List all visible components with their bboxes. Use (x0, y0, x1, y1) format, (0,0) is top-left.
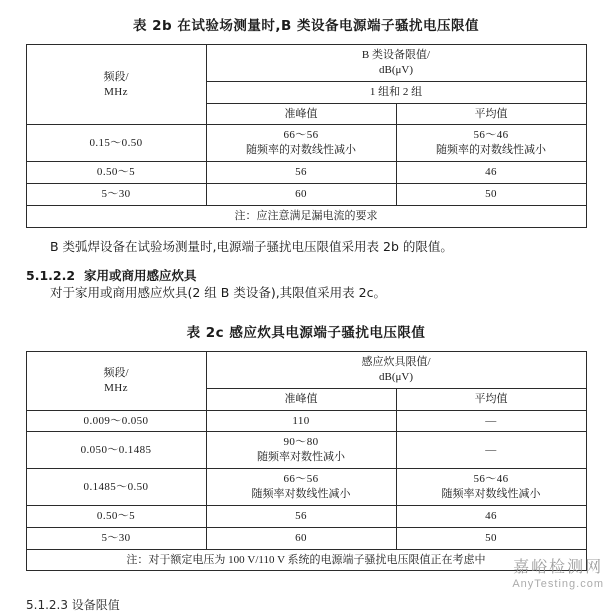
table-2b-group-header: 1 组和 2 组 (206, 81, 586, 103)
table-2b-row0-quasipeak (206, 125, 396, 162)
table-row (26, 352, 586, 389)
table-2b-row2-freq: 5～30 (26, 183, 206, 205)
table-2b-freq-header-line2: MHz (104, 85, 128, 98)
table-row (26, 125, 586, 162)
table-2c-freq-header (26, 352, 206, 411)
table-row (26, 410, 586, 432)
watermark-sub: AnyTesting.com (512, 578, 604, 590)
table-2c-row3-average: 46 (396, 505, 586, 527)
table-2b-row0-quasipeak-l1: 66～56 (283, 129, 319, 142)
table-2b-row1-average: 46 (396, 162, 586, 184)
table-2c-col-quasipeak: 准峰值 (206, 388, 396, 410)
table-row (26, 432, 586, 469)
table-2c-row4-freq: 5～30 (26, 527, 206, 549)
table-2c-row4-average: 50 (396, 527, 586, 549)
table-2c-row3-quasipeak: 56 (206, 505, 396, 527)
table-row (26, 183, 586, 205)
table-2c-row3-freq: 0.50～5 (26, 505, 206, 527)
spacer-after-2b (0, 228, 612, 238)
table-2c-row2-average (396, 469, 586, 506)
table-row (26, 527, 586, 549)
table-2b-limit-header-line2: dB(μV) (378, 63, 413, 76)
table-2b-row0-average-l1: 56～46 (473, 129, 509, 142)
table-2c-row1-freq: 0.050～0.1485 (26, 432, 206, 469)
table-2c-row2-freq: 0.1485～0.50 (26, 469, 206, 506)
table-row (26, 505, 586, 527)
table-2b-col-quasipeak: 准峰值 (206, 103, 396, 125)
table-2b-limit-header-line1: B 类设备限值/ (361, 49, 431, 61)
table-2c-row0-average: — (396, 410, 586, 432)
table-2c-limit-header-line2: dB(μV) (378, 370, 413, 383)
table-2c-row2-quasipeak-l1: 66～56 (283, 473, 319, 486)
table-2b-col-average: 平均值 (396, 103, 586, 125)
table-2c-freq-header-line1: 频段/ (103, 367, 129, 380)
spacer-before-section (0, 256, 612, 266)
table-2b-row1-freq: 0.50～5 (26, 162, 206, 184)
section-title: 家用或商用感应炊具 (84, 268, 197, 284)
table-2b-freq-header (26, 45, 206, 125)
table-2c-row0-quasipeak: 110 (206, 410, 396, 432)
table-2b-title: 表 2b 在试验场测量时,B 类设备电源端子骚扰电压限值 (132, 18, 480, 34)
spacer-after-2c-title (0, 341, 612, 351)
watermark-main: 嘉峪检测网 (513, 557, 604, 576)
table-2c-note: 注：对于额定电压为 100 V/110 V 系统的电源端子骚扰电压限值正在考虑中 (26, 549, 586, 571)
table-2b (26, 44, 587, 228)
table-2b-row0-quasipeak-l2: 随频率的对数线性减小 (246, 144, 356, 157)
table-2c-limit-header (206, 352, 586, 389)
table-2c-row1-average: — (396, 432, 586, 469)
table-2b-row1-quasipeak: 56 (206, 162, 396, 184)
table-2c (26, 351, 587, 571)
spacer-after-2b-title (0, 34, 612, 44)
table-2b-row2-quasipeak: 60 (206, 183, 396, 205)
spacer-top (0, 0, 612, 14)
section-heading (26, 266, 586, 284)
table-2c-row4-quasipeak: 60 (206, 527, 396, 549)
table-2c-row1-quasipeak-l2: 随频率对数性减小 (257, 451, 345, 464)
table-2b-note: 注：应注意满足漏电流的要求 (26, 205, 586, 227)
section-body: 对于家用或商用感应炊具(2 组 B 类设备),其限值采用表 2c。 (50, 285, 386, 301)
spacer-before-2c (0, 303, 612, 321)
footer-cut-text: 5.1.2.3 设备限值 (26, 598, 120, 612)
table-2c-row2-quasipeak (206, 469, 396, 506)
table-row (26, 549, 586, 571)
table-2c-row2-average-l1: 56～46 (473, 473, 509, 486)
table-row (26, 45, 586, 82)
table-2c-freq-header-line2: MHz (104, 381, 128, 394)
table-2c-row1-quasipeak-l1: 90～80 (283, 436, 319, 449)
paragraph-1: B 类弧焊设备在试验场测量时,电源端子骚扰电压限值采用表 2b 的限值。 (50, 238, 453, 254)
table-2b-freq-header-line1: 频段/ (103, 70, 129, 83)
table-2c-row1-quasipeak (206, 432, 396, 469)
section-number: 5.1.2.2 (26, 268, 76, 284)
section-block (0, 266, 612, 303)
paragraph-block-1 (0, 238, 612, 257)
table-2c-limit-header-line1: 感应炊具限值/ (361, 356, 431, 369)
table-2c-title: 表 2c 感应炊具电源端子骚扰电压限值 (186, 325, 426, 342)
table-2c-row0-freq: 0.009～0.050 (26, 410, 206, 432)
table-2b-row0-freq: 0.15～0.50 (26, 125, 206, 162)
table-row (26, 205, 586, 227)
table-row (26, 469, 586, 506)
table-2c-row2-average-l2: 随频率对数线性减小 (441, 488, 541, 500)
table-2b-row0-average-l2: 随频率的对数线性减小 (436, 144, 546, 157)
table-2b-row2-average: 50 (396, 183, 586, 205)
table-row (26, 162, 586, 184)
table-2b-limit-header (206, 45, 586, 82)
table-2c-col-average: 平均值 (396, 388, 586, 410)
table-2b-row0-average (396, 125, 586, 162)
table-2c-row2-quasipeak-l2: 随频率对数线性减小 (251, 488, 351, 500)
